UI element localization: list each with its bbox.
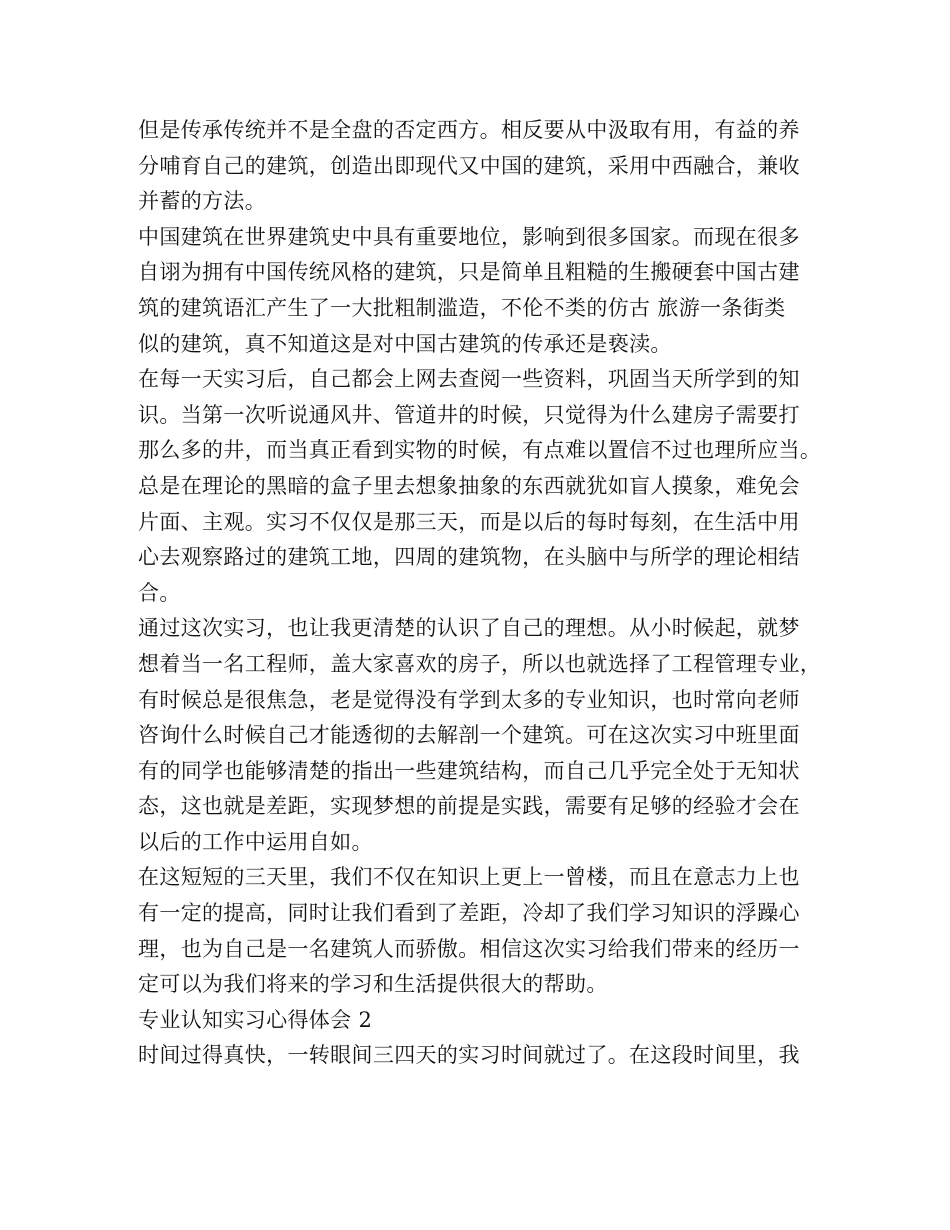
text-line: 识。当第一次听说通风井、管道井的时候，只觉得为什么建房子需要打 [138,402,800,427]
text-line: 在这短短的三天里，我们不仅在知识上更上一曾楼，而且在意志力上也 [138,865,800,890]
section-heading: 专业认知实习心得体会 2 [138,1007,373,1032]
text-line: 心去观察路过的建筑工地，四周的建筑物，在头脑中与所学的理论相结 [138,545,800,570]
text-line: 以后的工作中运用自如。 [138,829,373,854]
text-line: 在每一天实习后，自己都会上网去查阅一些资料，巩固当天所学到的知 [138,367,800,392]
text-line: 定可以为我们将来的学习和生活提供很大的帮助。 [138,972,608,997]
text-line: 筑的建筑语汇产生了一大批粗制滥造，不伦不类的仿古 旅游一条街类 [138,295,786,320]
text-line: 似的建筑，真不知道这是对中国古建筑的传承还是亵渎。 [138,331,672,356]
text-line: 通过这次实习，也让我更清楚的认识了自己的理想。从小时候起，就梦 [138,616,800,641]
text-line: 自诩为拥有中国传统风格的建筑，只是简单且粗糙的生搬硬套中国古建 [138,260,800,285]
document-body [138,113,822,1074]
text-line: 理，也为自己是一名建筑人而骄傲。相信这次实习给我们带来的经历一 [138,936,800,961]
text-line: 分哺育自己的建筑，创造出即现代又中国的建筑，采用中西融合，兼收 [138,153,800,178]
text-line: 中国建筑在世界建筑史中具有重要地位，影响到很多国家。而现在很多 [138,224,800,249]
text-line: 有一定的提高，同时让我们看到了差距，冷却了我们学习知识的浮躁心 [138,901,800,926]
text-line: 有的同学也能够清楚的指出一些建筑结构，而自己几乎完全处于无知状 [138,758,800,783]
text-line: 合。 [138,580,181,605]
text-line: 片面、主观。实习不仅仅是那三天，而是以后的每时每刻，在生活中用 [138,509,800,534]
text-line: 时间过得真快，一转眼间三四天的实习时间就过了。在这段时间里，我 [138,1043,800,1068]
text-line: 态，这也就是差距，实现梦想的前提是实践，需要有足够的经验才会在 [138,794,800,819]
text-line: 但是传承传统并不是全盘的否定西方。相反要从中汲取有用，有益的养 [138,118,800,142]
text-line: 想着当一名工程师，盖大家喜欢的房子，所以也就选择了工程管理专业， [138,651,822,676]
text-line: 那么多的井，而当真正看到实物的时候，有点难以置信不过也理所应当。 [138,438,822,463]
text-line: 咨询什么时候自己才能透彻的去解剖一个建筑。可在这次实习中班里面 [138,723,800,748]
text-line: 有时候总是很焦急，老是觉得没有学到太多的专业知识，也时常向老师 [138,687,800,712]
text-line: 并蓄的方法。 [138,189,267,214]
text-line: 总是在理论的黑暗的盒子里去想象抽象的东西就犹如盲人摸象，难免会 [138,473,800,498]
